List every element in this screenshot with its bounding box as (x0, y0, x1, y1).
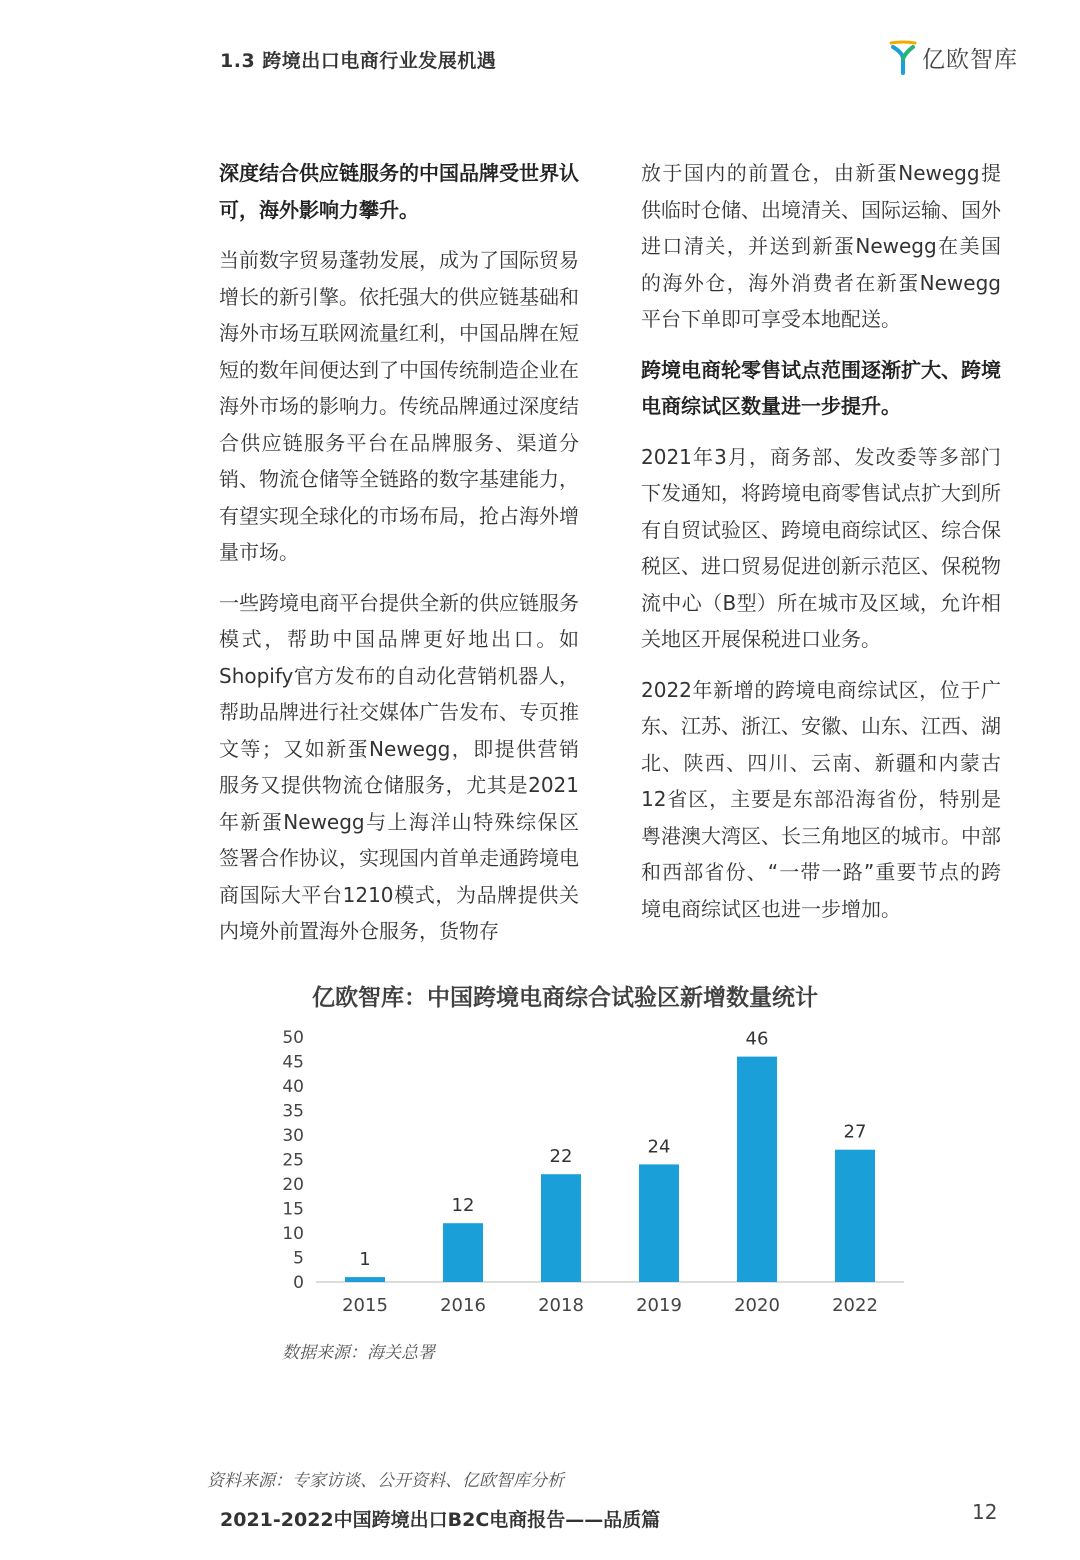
y-tick-label: 0 (293, 1273, 304, 1293)
x-tick-label: 2015 (342, 1295, 388, 1316)
bar (639, 1164, 679, 1282)
y-tick-label: 45 (282, 1052, 304, 1073)
y-tick-label: 30 (282, 1126, 304, 1146)
right-paragraph-1: 放于国内的前置仓，由新蛋Newegg提供临时仓储、出境清关、国际运输、国外进口清关，并送到新蛋Newegg在美国的海外仓，海外消费者在新蛋Newegg平台下单即可享受本地配送。 (641, 161, 1001, 331)
x-tick-label: 2020 (734, 1295, 780, 1316)
chart-source: 数据来源：海关总署 (282, 1343, 435, 1363)
y-tick-label: 35 (282, 1101, 304, 1122)
left-column (219, 155, 579, 964)
left-paragraph-2: 一些跨境电商平台提供全新的供应链服务模式，帮助中国品牌更好地出口。如Shopify官方发布的自动化营销机器人，帮助品牌进行社交媒体广告发布、专页推文等；又如新蛋Newegg，即提供营销服务又提供物流仓储服务，尤其是2021年新蛋Newegg与上海洋山特殊综保区签署合作协议，实现国内首单走通跨境电商国际大平台1210模式，为品牌提供关内境外前置海外仓服务，货物存 (219, 590, 579, 943)
x-tick-label: 2016 (440, 1295, 486, 1316)
data-label: 12 (451, 1195, 475, 1217)
y-tick-label: 20 (282, 1175, 304, 1195)
y-tick-label: 15 (282, 1199, 304, 1220)
y-tick-label: 50 (282, 1028, 304, 1048)
source-note: 资料来源：专家访谈、公开资料、亿欧智库分析 (207, 1471, 564, 1491)
right-heading: 跨境电商轮零售试点范围逐渐扩大、跨境电商综试区数量进一步提升。 (641, 357, 1001, 418)
data-label: 22 (549, 1146, 573, 1168)
yiou-logo-icon (888, 39, 918, 75)
data-label: 24 (647, 1136, 671, 1158)
section-title: 1.3 跨境出口电商行业发展机遇 (220, 50, 497, 72)
x-tick-label: 2018 (538, 1295, 584, 1316)
right-column (641, 155, 1001, 941)
left-paragraph-1: 当前数字贸易蓬勃发展，成为了国际贸易增长的新引擎。依托强大的供应链基础和海外市场互联网流量红利，中国品牌在短短的数年间便达到了中国传统制造企业在海外市场的影响力。传统品牌通过深度结合供应链服务平台在品牌服务、渠道分销、物流仓储等全链路的数字基建能力，有望实现全球化的市场布局，抢占海外增量市场。 (219, 248, 579, 564)
bar (443, 1223, 483, 1282)
y-tick-label: 5 (293, 1248, 304, 1269)
bar (345, 1277, 385, 1282)
page-number: 12 (972, 1500, 998, 1524)
left-heading: 深度结合供应链服务的中国品牌受世界认可，海外影响力攀升。 (219, 161, 579, 222)
bar (737, 1057, 777, 1282)
chart-title: 亿欧智库：中国跨境电商综合试验区新增数量统计 (312, 985, 818, 1011)
x-tick-label: 2019 (636, 1295, 682, 1316)
right-paragraph-3: 2022年新增的跨境电商综试区，位于广东、江苏、浙江、安徽、山东、江西、湖北、陕西、四川、云南、新疆和内蒙古12省区，主要是东部沿海省份，特别是粤港澳大湾区、长三角地区的城市。中部和西部省份、“一带一路”重要节点的跨境电商综试区也进一步增加。 (641, 677, 1001, 921)
x-tick-label: 2022 (832, 1295, 878, 1316)
brand-logo (888, 38, 1018, 76)
data-label: 1 (359, 1249, 371, 1271)
right-paragraph-2: 2021年3月，商务部、发改委等多部门下发通知，将跨境电商零售试点扩大到所有自贸试验区、跨境电商综试区、综合保税区、进口贸易促进创新示范区、保税物流中心（B型）所在城市及区域，允许相关地区开展保税进口业务。 (641, 444, 1001, 651)
bar-chart (270, 1020, 920, 1325)
y-tick-label: 10 (282, 1224, 304, 1244)
y-tick-label: 40 (282, 1077, 304, 1097)
logo-text: 亿欧智库 (922, 46, 1018, 73)
report-title: 2021-2022中国跨境出口B2C电商报告——品质篇 (220, 1509, 661, 1531)
data-label: 46 (745, 1028, 769, 1050)
y-tick-label: 25 (282, 1150, 304, 1171)
data-label: 27 (843, 1121, 867, 1143)
bar (835, 1150, 875, 1282)
bar (541, 1174, 581, 1282)
